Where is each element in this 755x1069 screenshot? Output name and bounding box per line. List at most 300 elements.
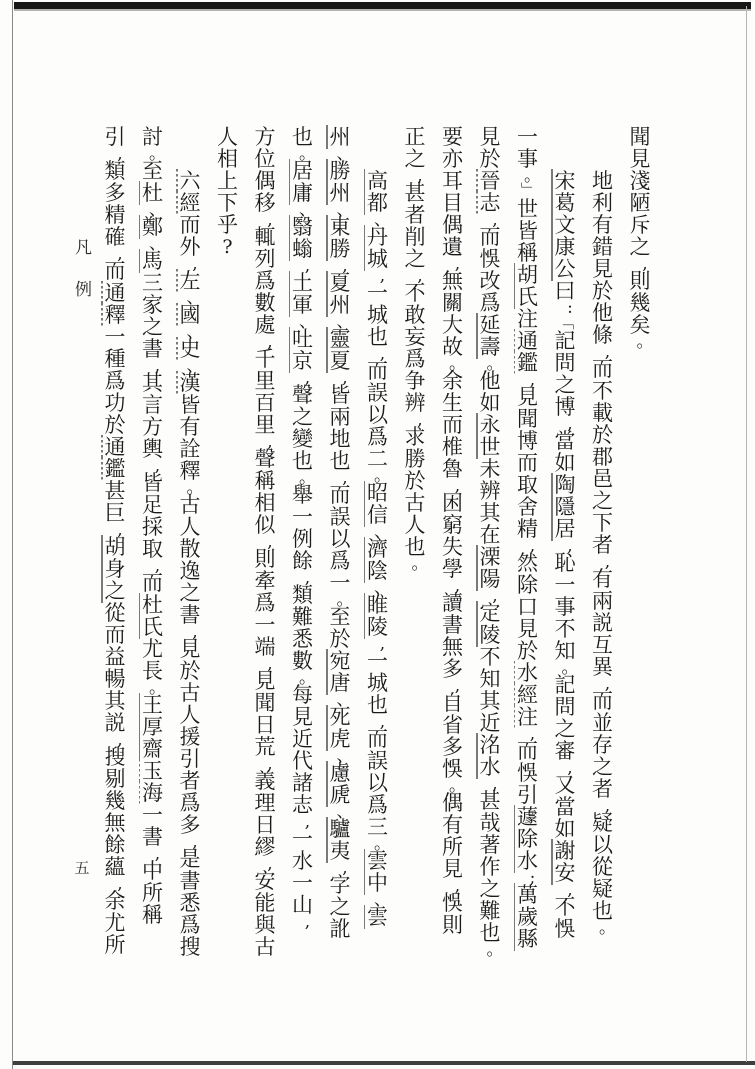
char-cell: 夏	[325, 272, 355, 294]
char-cell: 讀	[442, 590, 463, 615]
char-cell: 窮	[442, 512, 463, 537]
char-cell: 至	[142, 158, 163, 183]
char-cell: 皆	[142, 470, 163, 495]
char-cell: 知	[479, 666, 501, 691]
char-cell: 例	[292, 526, 313, 551]
char-cell: 鄭	[138, 216, 168, 238]
char-cell: 一	[554, 572, 576, 597]
char-cell: 之	[292, 404, 313, 429]
char-cell: 辨	[404, 390, 426, 415]
char-cell: 耳	[442, 168, 463, 193]
char-cell: 皆	[179, 392, 201, 417]
char-cell: 多	[442, 656, 463, 681]
char-cell: 宛	[325, 650, 355, 672]
char-cell: 輒	[254, 224, 276, 249]
text-column	[363, 170, 393, 928]
char-cell: 而	[329, 482, 351, 507]
text-column	[550, 170, 580, 940]
char-cell: 余	[104, 888, 126, 913]
char-cell: 通	[513, 330, 543, 352]
char-cell: 夷	[325, 840, 355, 862]
char-cell: 定	[475, 602, 505, 624]
char-cell: 異	[592, 654, 613, 679]
char-cell: 多	[179, 812, 201, 837]
char-cell: 作	[479, 854, 501, 879]
char-cell: 大	[442, 312, 463, 337]
char-cell: 溧	[475, 546, 505, 568]
char-cell: 水	[475, 756, 505, 778]
char-cell: 城	[363, 248, 393, 270]
char-cell: 水	[513, 850, 543, 872]
char-cell: 玉	[138, 760, 168, 782]
punct-cell: ,	[154, 843, 161, 864]
char-cell: 縣	[513, 928, 543, 950]
char-cell: 至	[329, 604, 351, 629]
char-cell: 蘧	[513, 806, 543, 828]
char-cell: 博	[517, 428, 538, 453]
char-cell: 聲	[292, 382, 313, 407]
punct-cell: ,	[117, 729, 123, 750]
char-cell: 釋	[100, 304, 130, 326]
char-cell: 列	[254, 246, 276, 271]
punct-cell: 。	[486, 939, 504, 960]
punct-cell: 、	[374, 209, 391, 230]
char-cell: 互	[592, 632, 613, 657]
char-cell: 之	[142, 314, 163, 339]
char-cell: 事	[517, 146, 538, 171]
char-cell: 妄	[404, 324, 426, 349]
char-cell: 數	[292, 648, 313, 673]
char-cell: 當	[554, 794, 576, 819]
char-cell: 書	[142, 824, 163, 849]
char-cell: 要	[442, 124, 463, 149]
char-cell: 雲	[363, 906, 393, 928]
char-cell: 一	[254, 612, 276, 637]
char-cell: 引	[179, 746, 201, 771]
char-cell: 下	[592, 510, 613, 535]
char-cell: 洺	[475, 734, 505, 756]
punct-cell: ,	[604, 551, 611, 572]
char-cell: 偶	[442, 212, 463, 237]
char-cell: 如	[554, 450, 576, 475]
punct-cell: ,	[154, 355, 161, 376]
char-cell: 死	[325, 706, 355, 728]
char-cell: 如	[479, 390, 501, 415]
punct-cell: 、	[336, 689, 354, 710]
char-cell: 州	[325, 126, 355, 148]
char-cell: 靈	[325, 328, 355, 350]
char-cell: 謝	[550, 840, 580, 862]
char-cell: 削	[404, 224, 426, 249]
char-cell: 見	[592, 256, 613, 281]
char-cell: 二	[367, 446, 388, 471]
char-cell: 精	[104, 202, 126, 227]
punct-cell: 、	[299, 199, 316, 220]
char-cell: 偶	[254, 168, 276, 193]
punct-cell: 」	[518, 181, 538, 198]
char-cell: 於	[592, 278, 613, 303]
char-cell: 見	[254, 668, 276, 693]
char-cell: 訛	[329, 916, 351, 941]
punct-cell: 、	[336, 745, 354, 766]
char-cell: 外	[179, 234, 201, 259]
char-cell: 有	[442, 812, 463, 837]
char-cell: 古	[254, 934, 276, 959]
char-cell: 見	[479, 124, 501, 149]
char-cell: 一	[292, 826, 313, 851]
char-cell: 也	[367, 324, 388, 349]
char-cell: 多	[104, 180, 126, 205]
punct-cell: 、	[186, 321, 204, 342]
char-cell: 虎	[325, 728, 355, 750]
char-cell: 所	[442, 834, 463, 859]
punct-cell: 。	[599, 917, 616, 938]
char-cell: 又	[554, 772, 576, 797]
punct-cell: 、	[299, 311, 316, 332]
char-cell: 類	[292, 582, 313, 607]
char-cell: 者	[179, 768, 201, 793]
char-cell: 其	[479, 500, 501, 525]
char-cell: 世	[517, 196, 538, 221]
char-cell: 杜	[138, 182, 168, 204]
char-cell: 兩	[329, 404, 351, 429]
punct-cell: ,	[454, 875, 461, 896]
char-cell: 故	[442, 334, 463, 359]
char-cell: 其	[479, 688, 501, 713]
char-cell: 書	[179, 868, 201, 893]
char-cell: 上	[217, 168, 238, 193]
char-cell: 足	[142, 492, 163, 517]
punct-cell: ,	[379, 633, 386, 654]
char-cell: 稱	[254, 468, 276, 493]
char-cell: 益	[104, 644, 126, 669]
char-cell: 種	[104, 346, 126, 371]
text-column	[138, 126, 168, 926]
char-cell: 聲	[254, 446, 276, 471]
char-cell: 勝	[325, 238, 355, 260]
text-column	[438, 126, 468, 936]
punct-cell: ,	[117, 243, 123, 264]
char-cell: 杜	[138, 594, 168, 616]
char-cell: 如	[554, 816, 576, 841]
char-cell: 幾	[104, 788, 126, 813]
char-cell: 除	[517, 572, 538, 597]
char-cell: 知	[554, 638, 576, 663]
punct-cell: 、	[336, 801, 354, 822]
char-cell: 有	[592, 212, 613, 237]
char-cell: 爲	[179, 790, 201, 815]
punct-cell: ,	[267, 531, 273, 552]
char-cell: 無	[442, 634, 463, 659]
char-cell: 搜	[179, 934, 201, 959]
char-cell: 葛	[550, 192, 580, 214]
char-cell: 見	[629, 146, 651, 171]
char-cell: 日	[254, 712, 276, 737]
char-cell: 誤	[367, 748, 388, 773]
char-cell: 甚	[479, 788, 501, 813]
char-cell: 誤	[329, 504, 351, 529]
char-cell: 鑑	[100, 458, 130, 480]
char-cell: 陵	[363, 616, 393, 638]
char-cell: 引	[104, 124, 126, 149]
punct-cell: 。	[449, 353, 466, 374]
char-cell: 之	[592, 488, 613, 513]
char-cell: 里	[254, 412, 276, 437]
char-cell: 高	[363, 170, 393, 192]
punct-cell: 、	[336, 311, 354, 332]
char-cell: 求	[404, 424, 426, 449]
char-cell: 馬	[138, 250, 168, 272]
char-cell: 聞	[254, 690, 276, 715]
char-cell: 所	[142, 880, 163, 905]
punct-cell: ,	[192, 253, 198, 274]
char-cell: 陶	[550, 474, 580, 496]
char-cell: 則	[254, 546, 276, 571]
char-cell: 以	[367, 770, 388, 795]
char-cell: 延	[475, 314, 505, 336]
punct-cell: ,	[379, 265, 386, 286]
char-cell: 也	[404, 534, 426, 559]
char-cell: 確	[104, 224, 126, 249]
char-cell: 蘊	[104, 854, 126, 879]
punct-cell: 、	[336, 199, 354, 220]
char-cell: 雲	[363, 850, 393, 872]
char-cell: 注	[513, 706, 543, 728]
char-cell: 而	[104, 622, 126, 647]
punct-cell: ,	[304, 567, 311, 588]
char-cell: 採	[142, 514, 163, 539]
char-cell: 利	[592, 190, 613, 215]
char-cell: 悞	[554, 916, 576, 941]
char-cell: 注	[517, 306, 538, 331]
char-cell: 左	[175, 270, 205, 292]
char-cell: 丹	[363, 226, 393, 248]
char-cell: 而	[479, 224, 501, 249]
punct-cell: ,	[604, 795, 611, 816]
punct-cell: ,	[154, 455, 161, 476]
char-cell: 之	[179, 580, 201, 605]
punct-cell: 。	[486, 353, 504, 374]
punct-cell: ,	[304, 811, 311, 832]
char-cell: 餘	[104, 832, 126, 857]
char-cell: 而	[367, 726, 388, 751]
char-cell: 海	[138, 782, 168, 804]
char-cell: 争	[404, 368, 426, 393]
char-cell: 博	[554, 394, 576, 419]
char-cell: 斥	[629, 212, 651, 237]
char-cell: 剔	[104, 766, 126, 791]
char-cell: 遺	[442, 234, 463, 259]
punct-cell: ,	[267, 753, 273, 774]
char-cell: 軍	[288, 294, 318, 316]
char-cell: 討	[142, 124, 163, 149]
char-cell: 也	[592, 898, 613, 923]
char-cell: 無	[104, 810, 126, 835]
char-cell: 方	[254, 124, 276, 149]
char-cell: 能	[254, 890, 276, 915]
char-cell: 皆	[329, 382, 351, 407]
char-cell: 水	[292, 848, 313, 873]
char-cell: 歲	[513, 906, 543, 928]
char-cell: 而	[142, 570, 163, 595]
char-cell: 三	[367, 814, 388, 839]
char-cell: 疑	[592, 876, 613, 901]
char-cell: 兩	[592, 588, 613, 613]
char-cell: 敢	[404, 302, 426, 327]
char-cell: 魯	[442, 456, 463, 481]
char-cell: 爲	[104, 368, 126, 393]
char-cell: 當	[554, 428, 576, 453]
char-cell: 氏	[138, 616, 168, 638]
char-cell: 而	[104, 258, 126, 283]
char-cell: 有	[179, 414, 201, 439]
char-cell: 見	[442, 856, 463, 881]
text-column	[400, 124, 430, 574]
char-cell: 審	[554, 738, 576, 763]
char-cell: 爲	[329, 548, 351, 573]
char-cell: 每	[292, 682, 313, 707]
char-cell: 濟	[363, 538, 393, 560]
char-cell: 三	[142, 270, 163, 295]
char-cell: 並	[592, 710, 613, 735]
char-cell: 庸	[288, 182, 318, 204]
char-cell: 氏	[513, 286, 543, 308]
char-cell: 古	[179, 680, 201, 705]
char-cell: 巨	[104, 500, 126, 525]
punct-cell: 。	[149, 677, 166, 698]
char-cell: 爲	[404, 346, 426, 371]
char-cell: 記	[554, 328, 576, 353]
punct-cell: ,	[454, 475, 461, 496]
char-cell: 其	[142, 370, 163, 395]
char-cell: 他	[592, 300, 613, 325]
char-cell: 爲	[179, 912, 201, 937]
punct-cell: ,	[492, 773, 498, 794]
punct-cell: ,	[154, 555, 161, 576]
char-cell: 諸	[292, 770, 313, 795]
char-cell: 於	[479, 146, 501, 171]
char-cell: 省	[442, 712, 463, 737]
char-cell: 亦	[442, 146, 463, 171]
char-cell: 是	[179, 846, 201, 871]
char-cell: 驢	[325, 818, 355, 840]
char-cell: 以	[592, 832, 613, 857]
char-cell: 人	[179, 514, 201, 539]
char-cell: 悞	[479, 246, 501, 271]
char-cell: 中	[363, 872, 393, 894]
char-cell: 邑	[592, 466, 613, 491]
char-cell: 京	[288, 350, 318, 372]
char-cell: 信	[363, 504, 393, 526]
char-cell: 一	[292, 870, 313, 895]
char-cell: 有	[592, 566, 613, 591]
char-cell: 引	[517, 782, 538, 807]
char-cell: 悉	[292, 626, 313, 651]
char-cell: 下	[217, 190, 238, 215]
char-cell: 世	[475, 436, 505, 458]
punct-cell: ,	[342, 857, 348, 878]
punct-cell: ,	[117, 873, 123, 894]
char-cell: 釋	[179, 458, 201, 483]
char-cell: 漢	[175, 372, 205, 394]
char-cell: 爲	[367, 424, 388, 449]
char-cell: 百	[254, 390, 276, 415]
char-cell: 代	[292, 748, 313, 773]
punct-cell: ,	[267, 653, 273, 674]
punct-cell: ,	[304, 255, 311, 276]
char-cell: 翳	[288, 216, 318, 238]
char-cell: 安	[550, 862, 580, 884]
char-cell: 難	[479, 898, 501, 923]
char-cell: 端	[254, 634, 276, 659]
char-cell: 勝	[325, 160, 355, 182]
punct-cell: ,	[492, 209, 498, 230]
char-cell: 州	[325, 294, 355, 316]
margin-section-title: 凡例	[71, 238, 91, 322]
char-cell: 似	[254, 512, 276, 537]
text-column	[475, 124, 505, 960]
char-cell: 記	[554, 672, 576, 697]
char-cell: 處	[254, 312, 276, 337]
punct-cell: ,	[417, 165, 423, 186]
char-cell: 方	[142, 414, 163, 439]
punct-cell: ,	[567, 879, 573, 900]
char-cell: 經	[513, 684, 543, 706]
char-cell: 難	[292, 604, 313, 629]
char-cell: 於	[404, 468, 426, 493]
char-cell: 正	[404, 124, 426, 149]
char-cell: 也	[329, 448, 351, 473]
punct-cell: 。	[299, 143, 316, 164]
punct-cell: ,	[117, 519, 123, 540]
char-cell: 多	[442, 734, 463, 759]
char-cell: 居	[288, 160, 318, 182]
char-cell: 者	[592, 532, 613, 557]
char-cell: 乎	[217, 212, 238, 237]
punct-cell: ,	[529, 723, 536, 744]
char-cell: 聞	[629, 124, 651, 149]
char-cell: 稱	[517, 240, 538, 265]
char-cell: 昭	[363, 482, 393, 504]
char-cell: 者	[404, 202, 426, 227]
char-cell: 身	[100, 558, 130, 580]
char-cell: 取	[142, 536, 163, 561]
char-cell: 聞	[517, 406, 538, 431]
punct-cell: ,	[379, 711, 386, 732]
char-cell: 其	[104, 688, 126, 713]
char-cell: 螉	[288, 238, 318, 260]
char-cell: 悞	[442, 756, 463, 781]
char-cell: 勝	[404, 446, 426, 471]
char-cell: 一	[517, 124, 538, 149]
char-cell: 餘	[292, 548, 313, 573]
char-cell: 也	[292, 448, 313, 473]
punct-cell: 。	[449, 775, 466, 796]
char-cell: 胡	[513, 264, 543, 286]
char-cell: 而	[442, 412, 463, 437]
char-cell: 慮	[325, 762, 355, 784]
char-cell: 取	[517, 472, 538, 497]
char-cell: 陽	[475, 568, 505, 590]
char-cell: 長	[142, 658, 163, 683]
char-cell: 改	[479, 268, 501, 293]
char-cell: 陵	[475, 624, 505, 646]
punct-cell: 「	[556, 313, 575, 330]
char-cell: 誤	[367, 380, 388, 405]
char-cell: 移	[254, 190, 276, 215]
char-cell: 悞	[517, 760, 538, 785]
punct-cell: ,	[529, 535, 536, 556]
